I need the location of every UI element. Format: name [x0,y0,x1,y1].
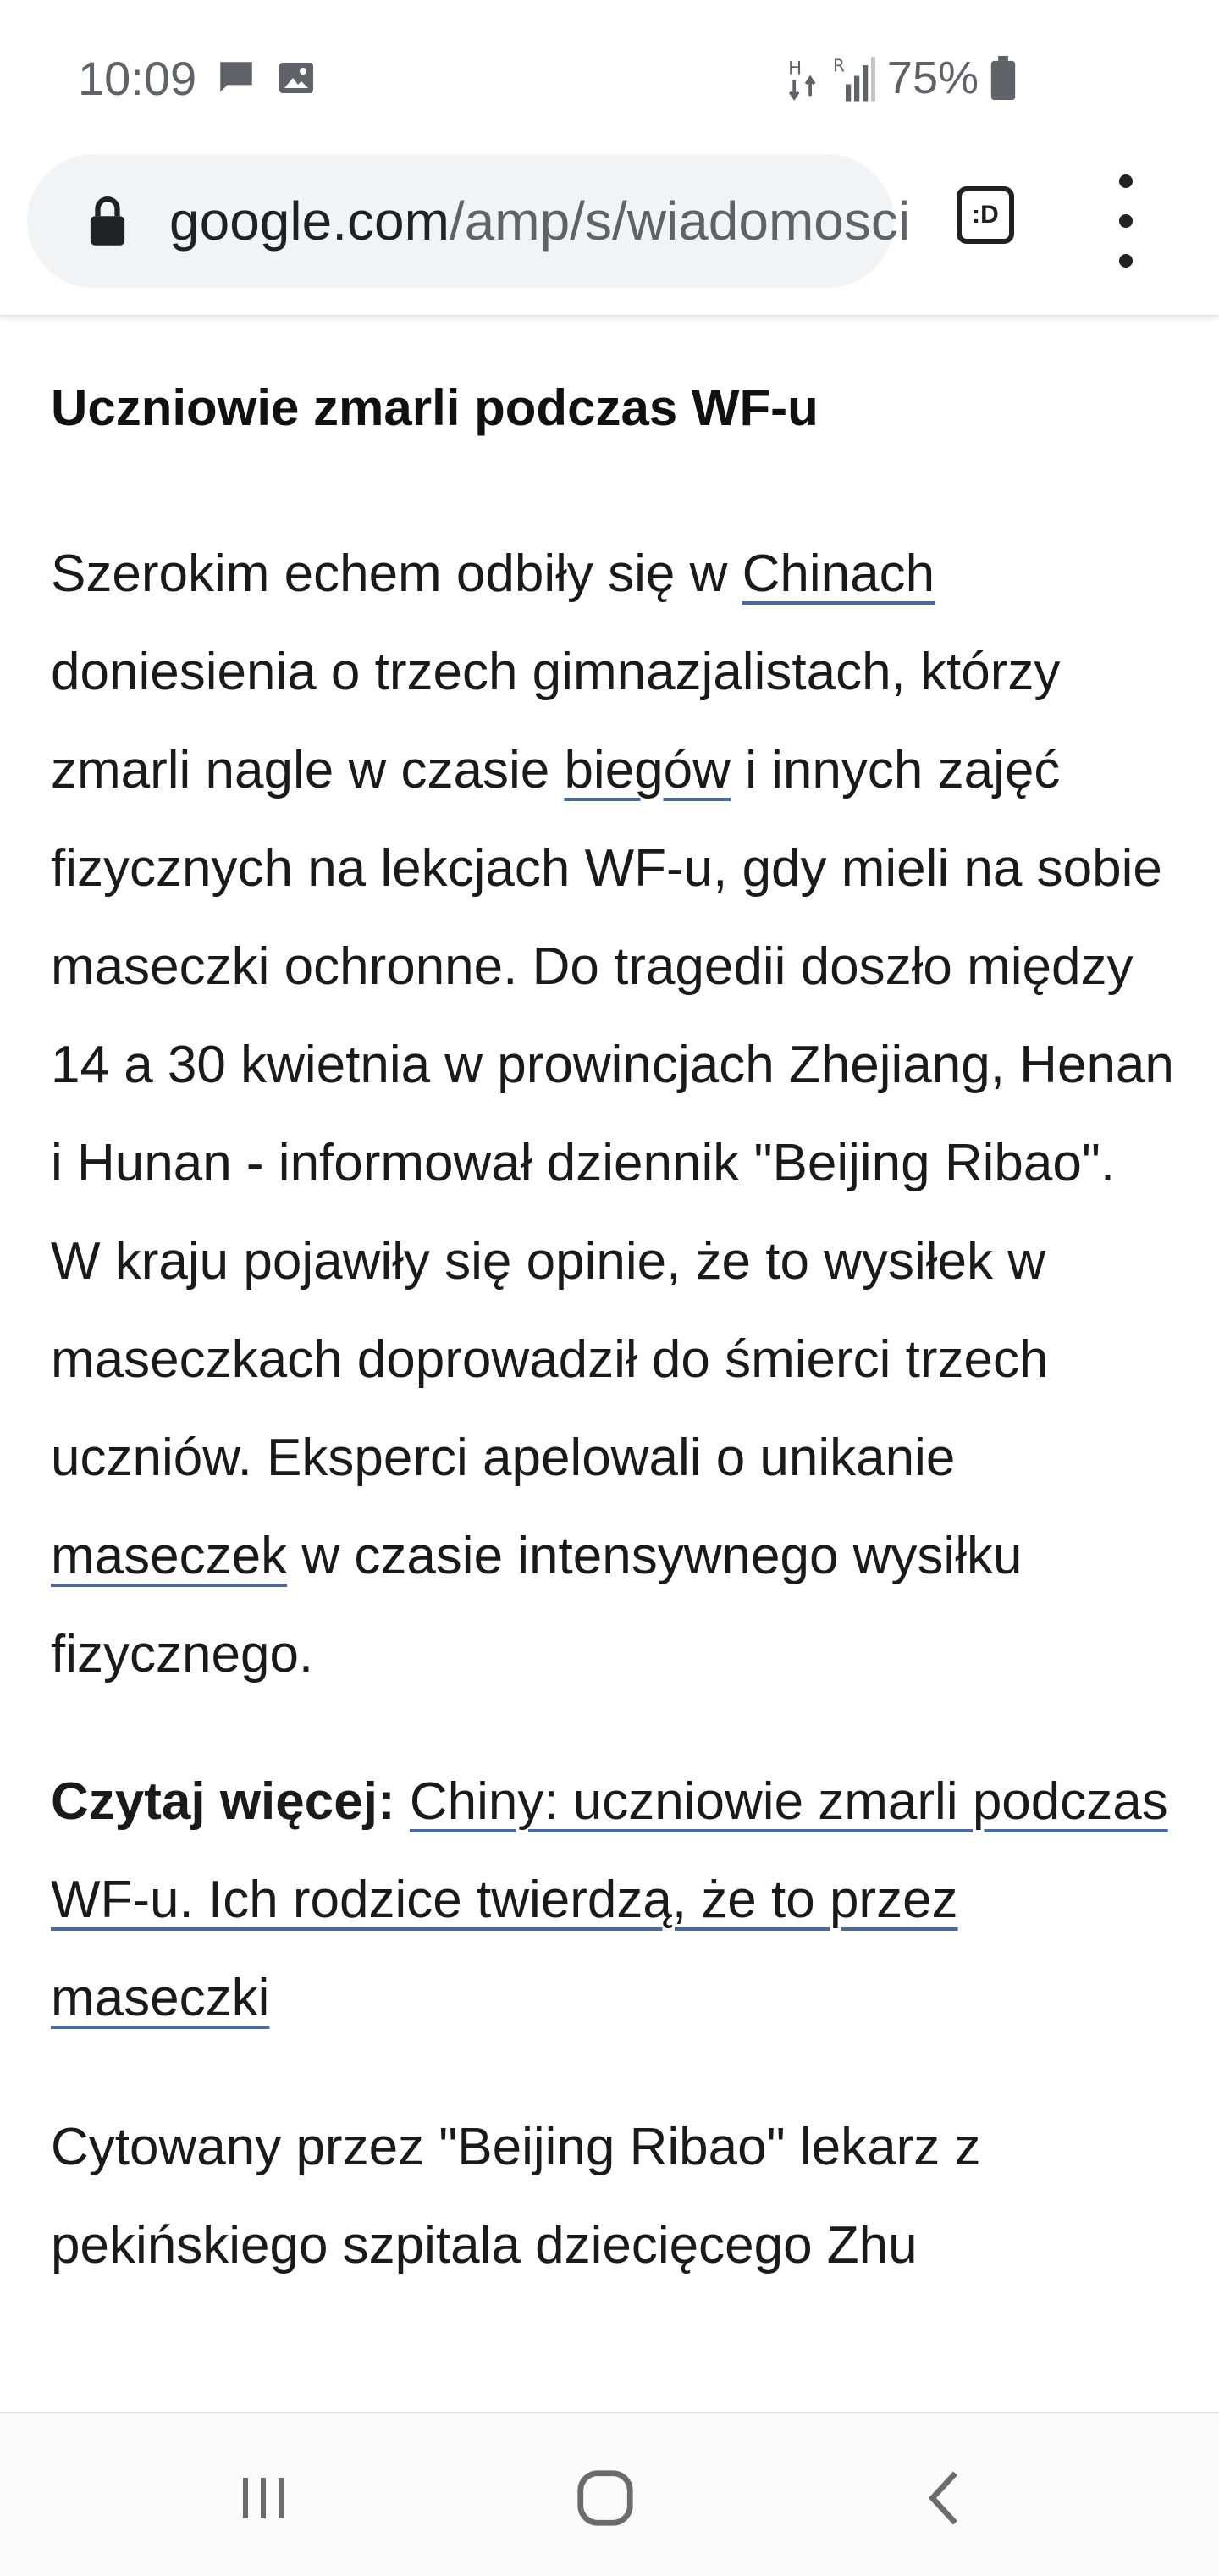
recent-apps-icon[interactable] [225,2464,301,2532]
read-more-link[interactable]: Chiny: uczniowie zmarli podczas WF-u. Ich rodzice twierdzą, że to przez maseczki [51,1772,1168,2027]
url-host: google.com [169,191,450,252]
back-icon[interactable] [906,2464,982,2532]
paragraph-text: i innych zajęć fizycznych na lekcjach WF-u, gdy mieli na sobie maseczki ochronne. Do tragedii doszło między 14 a 30 kwietnia w prowincjach Zhejiang, Henan i Hunan - informował dziennik "Beijing Ribao". W kraju pojawiły się opinie, że to wysiłek w maseczkach doprowadził do śmierci trzech uczniów. Eksperci apelowali o unikanie [51,741,1174,1487]
url-path: /amp/s/wiadomosci [449,191,911,252]
svg-text:H: H [787,58,802,80]
url-text[interactable] [169,190,911,252]
read-more [51,1753,1177,2048]
overflow-menu-icon[interactable] [1109,174,1143,268]
data-transfer-icon [787,56,821,100]
section-heading: Uczniowie zmarli podczas WF-u [51,379,819,436]
lock-icon[interactable] [88,196,127,246]
article-paragraph [51,525,1177,1704]
tab-switcher-icon[interactable] [957,186,1014,244]
system-nav-bar [0,2412,1219,2576]
signal-icon [833,54,875,102]
article-content [51,315,1177,2295]
browser-toolbar [0,152,1219,316]
status-right [787,44,1016,112]
read-more-label: Czytaj więcej: [51,1772,395,1831]
image-icon [276,58,317,98]
battery-icon [990,56,1016,100]
article-paragraph-2: Cytowany przez "Beijing Ribao" lekarz z pekińskiego szpitala dziecięcego Zhu [51,2118,981,2275]
link-maseczek[interactable]: maseczek [51,1527,288,1585]
tab-label: :D [972,201,999,229]
battery-percent: 75% [886,53,979,103]
clock: 10:09 [78,51,197,105]
status-left [78,44,317,112]
message-icon [215,57,257,99]
address-bar[interactable] [27,154,911,288]
svg-text:R: R [832,55,845,76]
menu-dot [1119,174,1133,188]
menu-dot [1119,214,1133,228]
menu-dot [1119,254,1133,268]
paragraph-text: doniesienia o trzech gimnazjalistach, którzy zmarli nagle w czasie [51,643,1061,799]
paragraph-text: w czasie intensywnego wysiłku fizycznego. [51,1527,1023,1683]
link-chinach[interactable]: Chinach [742,544,935,603]
link-biegow[interactable]: biegów [564,741,731,799]
home-icon[interactable] [567,2464,643,2532]
paragraph-text: Szerokim echem odbiły się w [51,544,742,603]
status-bar [0,0,1219,152]
